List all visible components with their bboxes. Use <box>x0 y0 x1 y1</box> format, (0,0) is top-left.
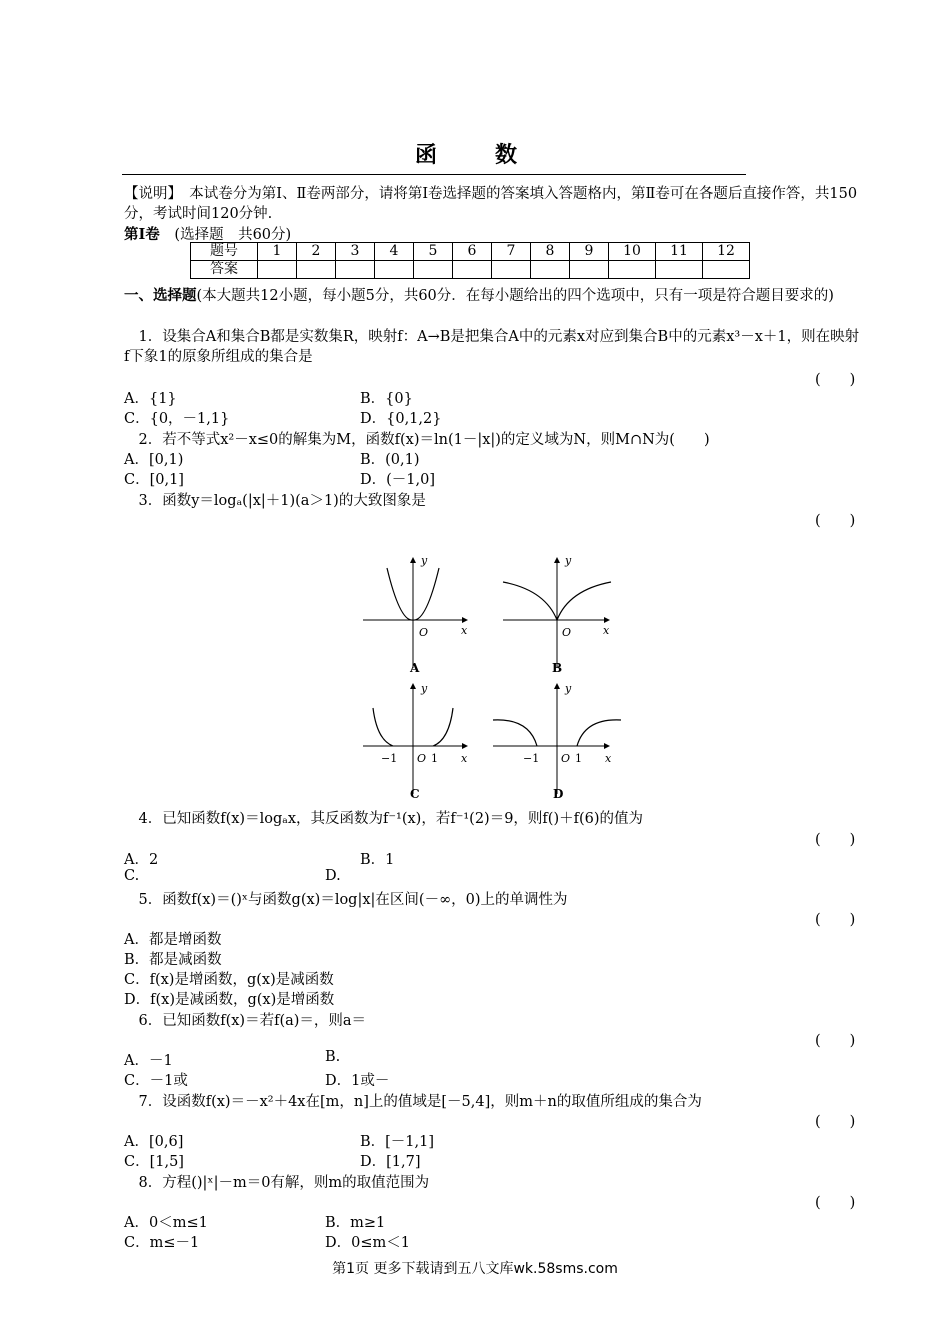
answer-cell[interactable] <box>414 261 453 279</box>
answer-cell[interactable] <box>453 261 492 279</box>
page-title: 函 数 <box>414 142 535 168</box>
answer-table-number: 1 <box>258 243 297 261</box>
q3-paren: ( ) <box>815 513 856 529</box>
q4-option-b: B．1 <box>360 852 395 868</box>
graph-label-b: B <box>552 661 563 675</box>
q3-stem: 3．函数y＝logₐ(|x|＋1)(a＞1)的大致图象是 <box>138 493 426 509</box>
axis-label: x <box>605 752 612 765</box>
q8-paren: ( ) <box>815 1195 856 1211</box>
q6-paren: ( ) <box>815 1033 856 1049</box>
q5-option-b: B．都是减函数 <box>124 952 222 968</box>
answer-table-number: 10 <box>609 243 656 261</box>
answer-cell[interactable] <box>375 261 414 279</box>
answer-cell[interactable] <box>297 261 336 279</box>
q1-stem: 1．设集合A和集合B都是实数集R，映射f：A→B是把集合A中的元素x对应到集合B中的元素x³－x＋1，则在映射f下象1的原象所组成的集合是 <box>124 329 860 365</box>
answer-table-header-answer: 答案 <box>191 261 258 279</box>
part1-label: 第Ⅰ卷 <box>124 226 160 243</box>
origin-label: O <box>561 752 571 765</box>
q2-option-d: D．(－1,0] <box>360 472 435 488</box>
q5-option-d: D．f(x)是减函数，g(x)是增函数 <box>124 992 335 1008</box>
answer-cell[interactable] <box>570 261 609 279</box>
q2-stem: 2．若不等式x²－x≤0的解集为M，函数f(x)＝ln(1－|x|)的定义域为N，则M∩N为( ) <box>138 432 710 448</box>
q8-option-b: B．m≥1 <box>325 1215 386 1231</box>
q3-graphs <box>355 550 625 800</box>
axis-label: y <box>421 554 428 567</box>
q6-stem: 6．已知函数f(x)＝若f(a)＝，则a＝ <box>138 1013 367 1029</box>
answer-table-number: 4 <box>375 243 414 261</box>
q7-option-c: C．[1,5] <box>124 1154 184 1170</box>
answer-table-number: 12 <box>703 243 750 261</box>
q6-option-c: C．－1或 <box>124 1073 188 1089</box>
q4-option-d: D. <box>325 868 341 884</box>
q2-option-a: A．[0,1) <box>124 452 184 468</box>
answer-cell[interactable] <box>258 261 297 279</box>
q8-option-c: C．m≤－1 <box>124 1235 200 1251</box>
origin-label: O <box>562 626 572 639</box>
q8-stem: 8．方程()|ˣ|－m＝0有解，则m的取值范围为 <box>138 1175 430 1191</box>
q4-paren: ( ) <box>815 832 856 848</box>
part1-heading <box>124 223 291 244</box>
q1-option-d: D．{0,1,2} <box>360 411 442 427</box>
origin-label: O <box>419 626 429 639</box>
answer-table-number: 11 <box>656 243 703 261</box>
q7-option-d: D．[1,7] <box>360 1154 421 1170</box>
answer-table-number: 7 <box>492 243 531 261</box>
section1-heading <box>124 286 862 306</box>
q3-graph-b <box>503 554 611 675</box>
answer-cell[interactable] <box>336 261 375 279</box>
answer-table-number: 3 <box>336 243 375 261</box>
axis-label: y <box>421 682 428 695</box>
q1-paren: ( ) <box>815 372 856 388</box>
answer-table <box>190 242 750 279</box>
answer-cell[interactable] <box>656 261 703 279</box>
answer-table-row-answers <box>191 261 750 279</box>
q3-graph-c <box>363 682 468 794</box>
graph-label-d: D <box>553 787 564 800</box>
answer-table-number: 5 <box>414 243 453 261</box>
answer-table-number: 9 <box>570 243 609 261</box>
answer-table-row-numbers <box>191 243 750 261</box>
answer-cell[interactable] <box>703 261 750 279</box>
part1-note: (选择题 共60分) <box>174 227 292 243</box>
q4-option-c: C. <box>124 868 140 884</box>
origin-label: O <box>417 752 427 765</box>
answer-table-header-number: 题号 <box>191 243 258 261</box>
q7-option-a: A．[0,6] <box>124 1134 184 1150</box>
tick-label: −1 <box>381 752 398 765</box>
answer-table-number: 8 <box>531 243 570 261</box>
q6-option-a: A．－1 <box>124 1053 173 1069</box>
q8-option-d: D．0≤m＜1 <box>325 1235 410 1251</box>
q7-option-b: B．[－1,1] <box>360 1134 435 1150</box>
q5-stem: 5．函数f(x)＝()ˣ与函数g(x)＝log|x|在区间(－∞，0)上的单调性为 <box>138 892 568 908</box>
q2-option-c: C．[0,1] <box>124 472 184 488</box>
q7-paren: ( ) <box>815 1114 856 1130</box>
intro-text: 【说明】 本试卷分为第Ⅰ、Ⅱ卷两部分，请将第Ⅰ卷选择题的答案填入答题格内，第Ⅱ卷可在各题后直接作答，共150分，考试时间120分钟. <box>124 186 858 222</box>
axis-label: x <box>461 624 468 637</box>
q1-option-a: A．{1} <box>124 391 177 407</box>
q6-option-b: B. <box>325 1049 341 1065</box>
axis-label: y <box>565 682 572 695</box>
q1-option-c: C．{0，－1,1} <box>124 411 230 427</box>
q5-option-c: C．f(x)是增函数，g(x)是减函数 <box>124 972 334 988</box>
answer-cell[interactable] <box>492 261 531 279</box>
graph-label-c: C <box>410 787 420 800</box>
axis-label: x <box>603 624 610 637</box>
q5-option-a: A．都是增函数 <box>124 932 222 948</box>
tick-label: 1 <box>431 752 438 765</box>
tick-label: −1 <box>523 752 540 765</box>
q2-option-b: B．(0,1) <box>360 452 420 468</box>
axis-label: x <box>461 752 468 765</box>
section1-title: 一、选择题 <box>124 287 197 304</box>
q8-option-a: A．0＜m≤1 <box>124 1215 208 1231</box>
title-rule <box>122 174 746 175</box>
q1-option-b: B．{0} <box>360 391 413 407</box>
q3-graph-a <box>363 554 468 675</box>
graph-label-a: A <box>410 661 420 675</box>
answer-cell[interactable] <box>609 261 656 279</box>
q3-graph-d <box>493 682 621 794</box>
answer-cell[interactable] <box>531 261 570 279</box>
q5-paren: ( ) <box>815 912 856 928</box>
page-footer: 第1页 更多下载请到五八文库wk.58sms.com <box>332 1261 618 1277</box>
answer-table-number: 2 <box>297 243 336 261</box>
tick-label: 1 <box>575 752 582 765</box>
section1-desc: (本大题共12小题，每小题5分，共60分．在每小题给出的四个选项中，只有一项是符合题目要求的) <box>196 288 834 304</box>
axis-label: y <box>565 554 572 567</box>
q4-stem: 4．已知函数f(x)＝logₐx，其反函数为f⁻¹(x)，若f⁻¹(2)＝9，则f()＋f(6)的值为 <box>138 811 644 827</box>
q4-option-a: A．2 <box>124 852 159 868</box>
q7-stem: 7．设函数f(x)＝－x²＋4x在[m，n]上的值域是[－5,4]，则m＋n的取值所组成的集合为 <box>138 1094 702 1110</box>
answer-table-number: 6 <box>453 243 492 261</box>
q6-option-d: D．1或－ <box>325 1073 390 1089</box>
